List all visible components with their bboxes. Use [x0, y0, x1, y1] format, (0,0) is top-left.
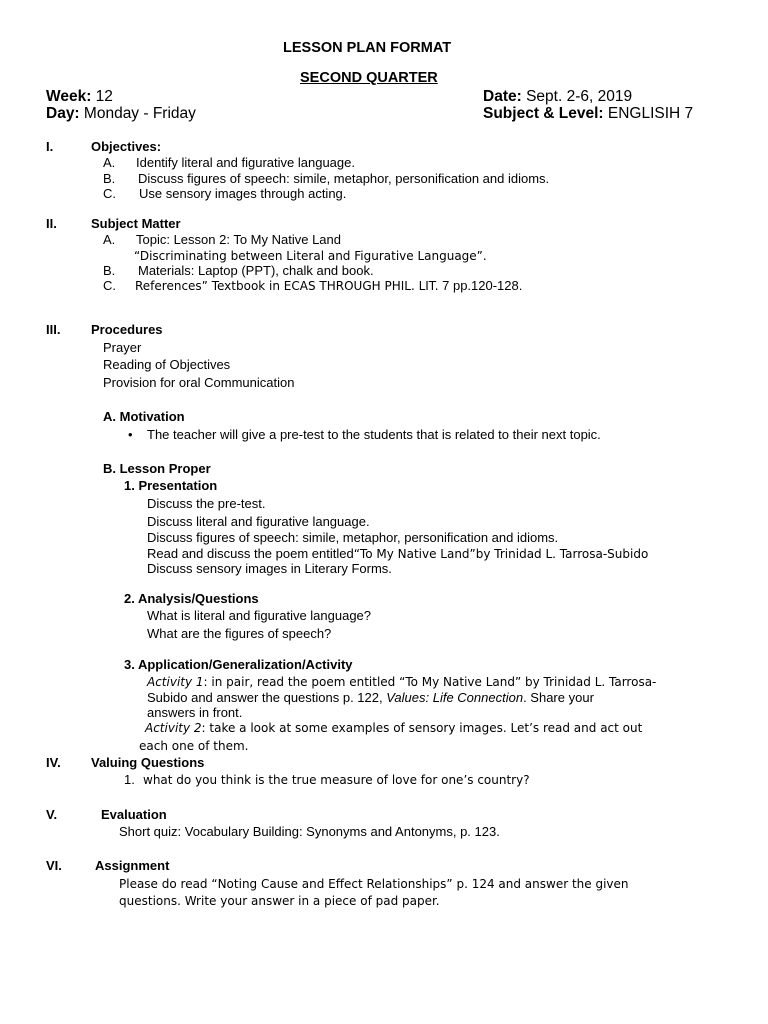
objectives-heading: Objectives:	[91, 139, 162, 154]
presentation-item: Discuss the pre-test.	[147, 496, 266, 511]
day-line	[46, 105, 196, 123]
activity1-line2	[147, 690, 594, 706]
presentation-poem	[147, 546, 648, 562]
week-line	[46, 88, 113, 106]
procedure-intro-item: Reading of Objectives	[103, 357, 231, 372]
motivation-heading: A. Motivation	[103, 409, 185, 424]
topic-subtitle: “Discriminating between Literal and Figurative Language”.	[134, 249, 487, 263]
document-title: LESSON PLAN FORMAT	[283, 40, 452, 56]
assignment-heading: Assignment	[95, 858, 170, 873]
bullet-icon: •	[128, 427, 133, 442]
date-value: Sept. 2-6, 2019	[521, 88, 633, 105]
activity2-label: Activity 2	[145, 721, 202, 735]
presentation-poem-title: “To My Native Land”by Trinidad L. Tarrosa-Subido	[353, 547, 649, 561]
subject-line	[483, 105, 693, 123]
activity2-text: : take a look at some examples of sensory images. Let’s read and act out	[201, 721, 643, 735]
objective-letter: B.	[103, 171, 116, 186]
assignment-numeral: VI.	[46, 858, 62, 873]
analysis-question: What are the figures of speech?	[147, 626, 332, 641]
week-label: Week:	[46, 88, 92, 105]
activity1-line3: answers in front.	[147, 705, 243, 720]
day-label: Day:	[46, 105, 80, 122]
topic-letter: A.	[103, 232, 116, 247]
presentation-item: Discuss sensory images in Literary Forms.	[147, 561, 392, 576]
date-line	[483, 88, 632, 106]
procedure-intro-item: Prayer	[103, 340, 142, 355]
objectives-numeral: I.	[46, 139, 54, 154]
subject-value: ENGLISIH 7	[603, 105, 694, 122]
valuing-numeral: IV.	[46, 755, 61, 770]
references-pages: 7 pp.120-128.	[438, 278, 523, 293]
objective-text: Identify literal and figurative language.	[136, 155, 355, 170]
valuing-heading: Valuing Questions	[91, 755, 205, 770]
activity1-values: Values: Life Connection	[386, 690, 524, 705]
topic-text: Topic: Lesson 2: To My Native Land	[136, 232, 341, 247]
activity1-line2-a: Subido and answer the questions p. 122,	[147, 690, 387, 705]
valuing-question: what do you think is the true measure of love for one’s country?	[143, 773, 530, 787]
presentation-poem-lead: Read and discuss the poem entitled	[147, 546, 354, 561]
application-heading: 3. Application/Generalization/Activity	[124, 657, 353, 672]
objective-letter: C.	[103, 186, 116, 201]
activity1-text: : in pair, read the poem entitled “To My Native Land” by Trinidad L. Tarrosa-	[203, 675, 657, 689]
activity1-label: Activity 1	[147, 675, 204, 689]
references-title: References” Textbook in ECAS THROUGH PHIL. LIT.	[135, 279, 439, 293]
materials-text: Materials: Laptop (PPT), chalk and book.	[138, 263, 374, 278]
objective-text: Discuss figures of speech: simile, metaphor, personification and idioms.	[138, 171, 550, 186]
presentation-item: Discuss literal and figurative language.	[147, 514, 370, 529]
presentation-heading: 1. Presentation	[124, 478, 218, 493]
activity1-line2-c: . Share your	[523, 690, 594, 705]
motivation-text: The teacher will give a pre-test to the students that is related to their next topic.	[147, 427, 601, 442]
materials-letter: B.	[103, 263, 116, 278]
evaluation-heading: Evaluation	[101, 807, 167, 822]
day-value: Monday - Friday	[79, 105, 196, 122]
activity2-line2: each one of them.	[139, 739, 249, 753]
date-label: Date:	[483, 88, 522, 105]
week-value: 12	[91, 88, 113, 105]
references-letter: C.	[103, 278, 116, 293]
evaluation-text: Short quiz: Vocabulary Building: Synonyms and Antonyms, p. 123.	[119, 824, 500, 839]
lesson-proper-heading: B. Lesson Proper	[103, 461, 211, 476]
procedure-intro-item: Provision for oral Communication	[103, 375, 295, 390]
references-text	[135, 278, 522, 294]
quarter-title: SECOND QUARTER	[300, 70, 438, 86]
procedures-heading: Procedures	[91, 322, 163, 337]
subject-matter-numeral: II.	[46, 216, 57, 231]
activity2-line	[145, 720, 642, 736]
analysis-heading: 2. Analysis/Questions	[124, 591, 259, 606]
activity1-line	[147, 674, 656, 690]
assignment-line: questions. Write your answer in a piece of pad paper.	[119, 894, 440, 908]
analysis-question: What is literal and figurative language?	[147, 608, 372, 623]
valuing-item-number: 1.	[124, 772, 135, 787]
objective-text: Use sensory images through acting.	[139, 186, 347, 201]
objective-letter: A.	[103, 155, 116, 170]
evaluation-numeral: V.	[46, 807, 58, 822]
subject-label: Subject & Level:	[483, 105, 604, 122]
subject-matter-heading: Subject Matter	[91, 216, 181, 231]
procedures-numeral: III.	[46, 322, 61, 337]
assignment-line: Please do read “Noting Cause and Effect Relationships” p. 124 and answer the given	[119, 877, 629, 891]
presentation-item: Discuss figures of speech: simile, metaphor, personification and idioms.	[147, 530, 559, 545]
